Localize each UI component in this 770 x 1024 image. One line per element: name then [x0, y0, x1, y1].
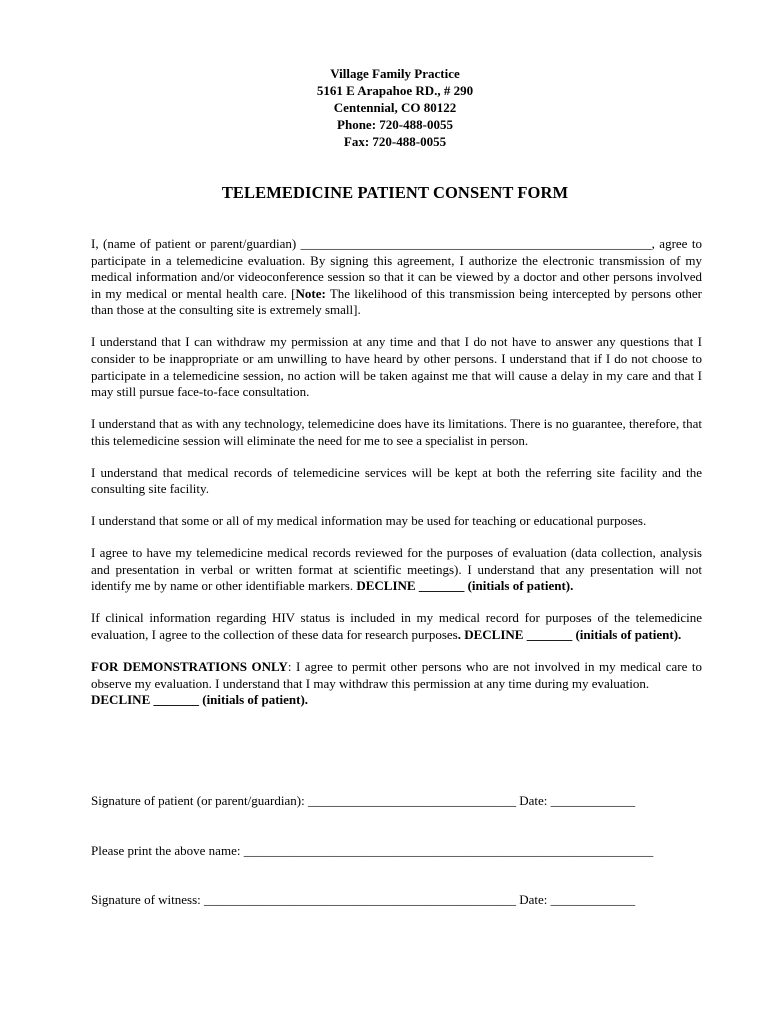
form-title: TELEMEDICINE PATIENT CONSENT FORM: [221, 183, 569, 202]
practice-name: Village Family Practice: [330, 66, 460, 81]
p1-text-a: I, (name of patient or parent/guardian) ______________________________________________________, agree to participate in a telemedicine evaluation. By signing this agreement, I authorize the electronic transmission of my medical information and/or videoconference session so that it can be viewed by a doctor and other persons involved in my medical or mental health care. [: [91, 236, 702, 301]
consent-paragraph-3: I understand that as with any technology, telemedicine does have its limitations. There is no guarantee, therefore, that this telemedicine session will eliminate the need for me to see a specialist in person.: [91, 416, 702, 448]
form-body: [91, 236, 702, 724]
practice-phone: Phone: 720-488-0055: [337, 117, 453, 132]
consent-paragraph-1: [91, 236, 702, 319]
practice-address-line1: 5161 E Arapahoe RD., # 290: [316, 83, 474, 98]
p7-text: If clinical information regarding HIV status is included in my medical record for purposes of the telemedicine evaluation, I agree to the collection of these data for research purposes: [91, 610, 702, 643]
print-name-line[interactable]: Please print the above name: _______________________________________________________________: [91, 843, 654, 858]
p1-note-label: Note:: [295, 285, 326, 301]
consent-paragraph-2: I understand that I can withdraw my permission at any time and that I do not have to answer any questions that I consider to be inappropriate or am unwilling to have heard by other persons. I understand that if I do not choose to participate in a telemedicine session, no action will be taken against me that will cause a delay in my care and that I may still pursue face-to-face consultation.: [91, 334, 702, 400]
p8-label: FOR DEMONSTRATIONS ONLY: [91, 659, 288, 675]
consent-paragraph-5: I understand that some or all of my medical information may be used for teaching or educational purposes.: [91, 513, 647, 529]
p6-decline: DECLINE _______ (initials of patient).: [356, 578, 574, 594]
witness-signature-line[interactable]: Signature of witness: ________________________________________________ Date: _____________: [91, 892, 636, 907]
p7-decline: . DECLINE _______ (initials of patient).: [457, 627, 682, 643]
consent-paragraph-6: [91, 545, 702, 595]
patient-signature-line[interactable]: Signature of patient (or parent/guardian): ________________________________ Date: _____________: [91, 793, 636, 808]
consent-paragraph-4: I understand that medical records of telemedicine services will be kept at both the referring site facility and the consulting site facility.: [91, 464, 702, 497]
practice-header: [0, 65, 770, 150]
p8-text: : I agree to permit other persons who are not involved in my medical care to observe my evaluation. I understand that I may withdraw this permission at any time during my evaluation.: [91, 659, 702, 691]
consent-paragraph-8: [91, 659, 702, 709]
practice-fax: Fax: 720-488-0055: [343, 134, 447, 149]
p1-text-b: The likelihood of this transmission being intercepted by persons other than those at the consulting site is extremely small].: [91, 285, 702, 318]
p6-text: I agree to have my telemedicine medical records reviewed for the purposes of evaluation (data collection, analysis and presentation in verbal or written format at scientific meetings). I understand that any presentation will not identify me by name or other identifiable markers.: [91, 545, 702, 594]
consent-paragraph-7: [91, 610, 702, 643]
practice-address-line2: Centennial, CO 80122: [333, 100, 457, 115]
p8-decline: DECLINE _______ (initials of patient).: [91, 692, 309, 708]
